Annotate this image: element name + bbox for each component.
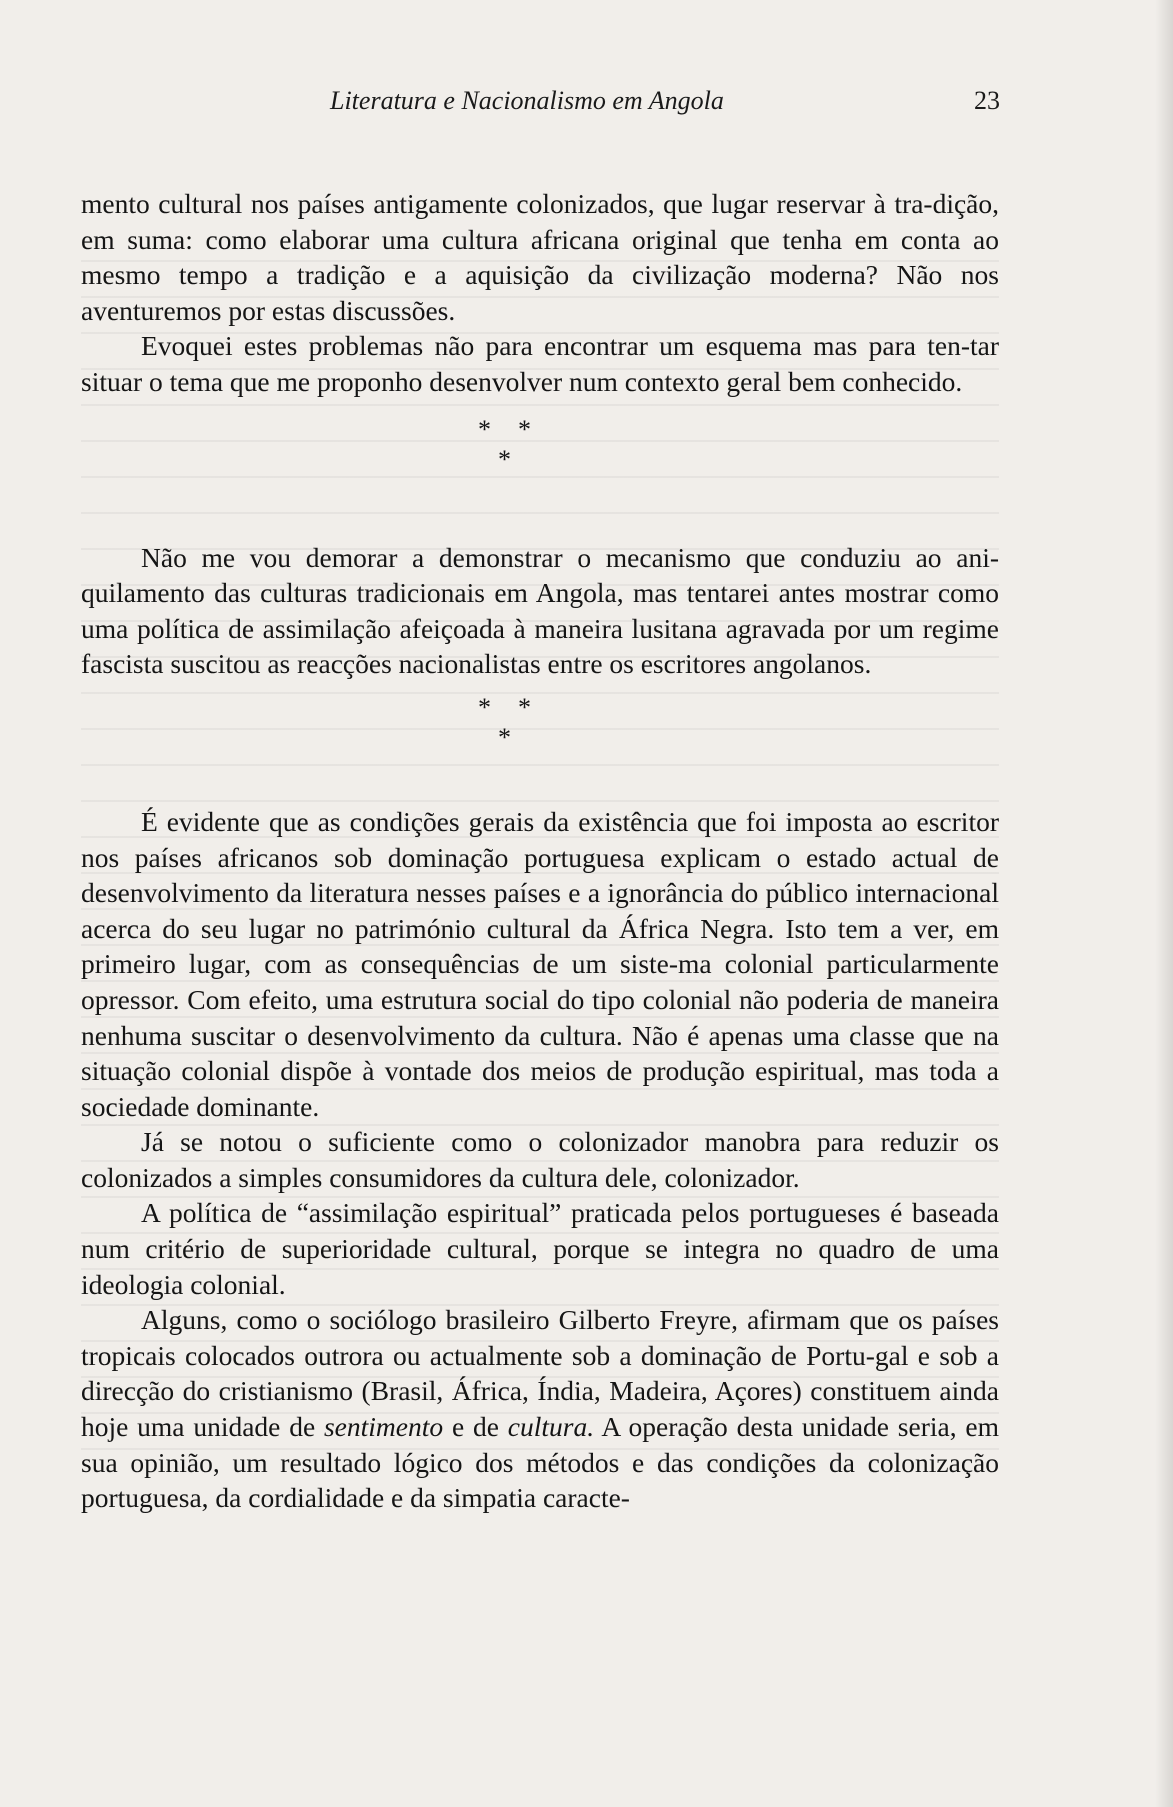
section-break-asterism bbox=[81, 400, 999, 540]
paragraph-1: mento cultural nos países antigamente colonizados, que lugar reservar à tra-dição, em suma: como elaborar uma cultura africana original que tenha em conta ao mesmo tempo a tradição e a aquisição da civilização moderna? Não nos aventuremos por estas discussões. bbox=[81, 188, 999, 326]
paragraph-7-text-c: A operação desta unidade seria, em sua opinião, um resultado lógico dos métodos e das condições da colonização portuguesa, da cordialidade e da simpatia caracte- bbox=[81, 1411, 999, 1514]
emphasis-cultura: cultura. bbox=[507, 1411, 595, 1443]
running-title: Literatura e Nacionalismo em Angola bbox=[330, 86, 724, 115]
paragraph-2: Evoquei estes problemas não para encontrar um esquema mas para ten-tar situar o tema que me proponho desenvolver num contexto geral bem conhecido. bbox=[81, 330, 999, 397]
paragraph-7 bbox=[81, 1302, 999, 1516]
asterisk: * bbox=[498, 444, 511, 474]
asterisk: * bbox=[478, 692, 491, 722]
emphasis-sentimento: sentimento bbox=[323, 1411, 444, 1443]
asterisk: * bbox=[518, 692, 531, 722]
page-edge-shadow bbox=[1155, 0, 1173, 1807]
page-header bbox=[80, 86, 1000, 126]
paragraph-7-text-a: Alguns, como o sociólogo brasileiro Gilberto Freyre, afirmam que os países tropicais colocados outrora ou actualmente sob a dominação de Portu-gal e sob a direcção do cristianismo (Brasil, África, Índia, Madeira, Açores) constituem ainda hoje uma unidade de bbox=[81, 1304, 999, 1443]
body-text bbox=[81, 186, 999, 1516]
paragraph-6: A política de “assimilação espiritual” praticada pelos portugueses é baseada num critério de superioridade cultural, porque se integra no quadro de uma ideologia colonial. bbox=[81, 1197, 999, 1300]
asterisk: * bbox=[518, 414, 531, 444]
paragraph-3: Não me vou demorar a demonstrar o mecanismo que conduziu ao ani-quilamento das culturas tradicionais em Angola, mas tentarei antes mostrar como uma política de assimilação afeiçoada à maneira lusitana agravada por um regime fascista suscitou as reacções nacionalistas entre os escritores angolanos. bbox=[81, 541, 999, 680]
paragraph-7-text-b: e de bbox=[443, 1411, 508, 1443]
page-number: 23 bbox=[974, 86, 1000, 115]
paragraph-4: É evidente que as condições gerais da existência que foi imposta ao escritor nos países africanos sob dominação portuguesa explicam o estado actual de desenvolvimento da literatura nesses países e a ignorância do público internacional acerca do seu lugar no património cultural da África Negra. Isto tem a ver, em primeiro lugar, com as consequências de um siste-ma colonial particularmente opressor. Com efeito, uma estrutura social do tipo colonial não poderia de maneira nenhuma suscitar o desenvolvimento da cultura. Não é apenas uma classe que na situação colonial dispõe à vontade dos meios de produção espiritual, mas toda a sociedade dominante. bbox=[81, 805, 999, 1122]
paragraph-5: Já se notou o suficiente como o colonizador manobra para reduzir os colonizados a simples consumidores da cultura dele, colonizador. bbox=[81, 1126, 999, 1193]
asterisk: * bbox=[498, 722, 511, 752]
section-break-asterism bbox=[81, 682, 999, 804]
asterisk: * bbox=[478, 414, 491, 444]
